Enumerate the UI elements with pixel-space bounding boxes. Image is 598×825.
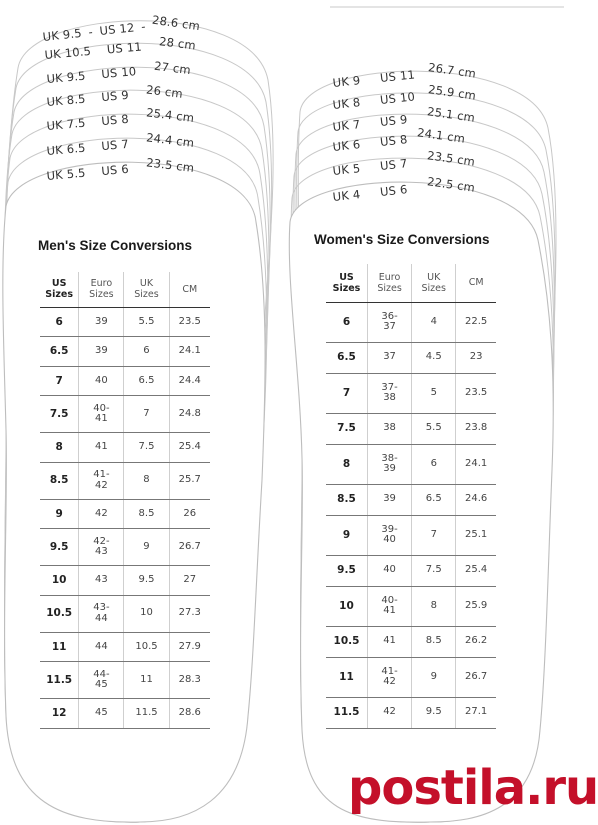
uk-label: UK 5 — [332, 161, 362, 178]
uk-size-cell: 9.5 — [124, 566, 169, 596]
euro-size-cell: 38 — [367, 413, 411, 444]
us-size-cell: 7.5 — [326, 413, 367, 444]
table-row — [40, 499, 210, 529]
cm-label: 26 cm — [145, 82, 185, 101]
us-size-cell: 11.5 — [40, 662, 79, 699]
us-label: US 11 — [106, 39, 143, 57]
table-row — [40, 396, 210, 433]
cm-label: 27 cm — [153, 58, 192, 78]
header-cm: CM — [169, 272, 210, 307]
table-row — [326, 342, 496, 373]
table-row — [40, 632, 210, 662]
us-size-cell: 10.5 — [40, 595, 79, 632]
us-label: US 6 — [379, 182, 409, 199]
table-row — [40, 662, 210, 699]
euro-size-cell: 44- 45 — [79, 662, 124, 699]
cm-cell: 27.9 — [169, 632, 210, 662]
cm-cell: 25.4 — [169, 433, 210, 463]
cm-label: 24.4 cm — [145, 130, 196, 151]
uk-label: UK 6 — [332, 137, 362, 154]
us-label: US 10 — [379, 89, 416, 107]
table-row — [40, 337, 210, 367]
euro-size-cell: 40- 41 — [367, 586, 411, 626]
us-size-cell: 7.5 — [40, 396, 79, 433]
us-size-cell: 11 — [326, 657, 367, 697]
us-label: US 7 — [379, 156, 409, 173]
uk-size-cell: 7 — [412, 515, 456, 555]
us-label: US 8 — [100, 111, 130, 129]
uk-size-cell: 8.5 — [412, 626, 456, 657]
table-header-row — [326, 264, 496, 302]
euro-size-cell: 39- 40 — [367, 515, 411, 555]
uk-label: UK 9.5 — [46, 68, 87, 86]
cm-label: 28 cm — [158, 34, 198, 53]
cm-cell: 26.7 — [169, 529, 210, 566]
uk-size-cell: 11.5 — [124, 699, 169, 729]
table-row — [326, 484, 496, 515]
mens-table-body — [40, 307, 210, 728]
uk-size-cell: 8.5 — [124, 499, 169, 529]
euro-size-cell: 41- 42 — [367, 657, 411, 697]
euro-size-cell: 44 — [79, 632, 124, 662]
euro-size-cell: 45 — [79, 699, 124, 729]
uk-size-cell: 7.5 — [412, 555, 456, 586]
uk-label: UK 8.5 — [46, 91, 87, 109]
table-row — [40, 307, 210, 337]
euro-size-cell: 41 — [367, 626, 411, 657]
us-size-cell: 10.5 — [326, 626, 367, 657]
cm-cell: 26 — [169, 499, 210, 529]
euro-size-cell: 40 — [367, 555, 411, 586]
cm-label: 23.5 cm — [145, 155, 196, 176]
euro-size-cell: 37- 38 — [367, 373, 411, 413]
euro-size-cell: 41- 42 — [79, 462, 124, 499]
watermark-logo: postila.ru — [348, 760, 598, 816]
us-size-cell: 7 — [326, 373, 367, 413]
cm-label: 23.5 cm — [426, 148, 476, 169]
euro-size-cell: 42 — [367, 697, 411, 728]
cm-label: 28.6 cm — [151, 12, 202, 34]
uk-label: UK 7.5 — [46, 115, 87, 133]
us-size-cell: 12 — [40, 699, 79, 729]
uk-label: UK 7 — [332, 117, 362, 134]
table-row — [326, 413, 496, 444]
us-size-cell: 9.5 — [40, 529, 79, 566]
euro-size-cell: 40- 41 — [79, 396, 124, 433]
uk-size-cell: 8 — [124, 462, 169, 499]
us-label: US 8 — [379, 132, 409, 149]
header-euro: Euro Sizes — [367, 264, 411, 302]
table-row — [40, 595, 210, 632]
us-size-cell: 11 — [40, 632, 79, 662]
us-label: US 6 — [100, 161, 130, 179]
cm-cell: 23.5 — [456, 373, 496, 413]
uk-label: UK 5.5 — [46, 165, 87, 183]
table-row — [40, 529, 210, 566]
us-label: US 9 — [379, 112, 409, 129]
cm-label: 25.9 cm — [427, 82, 478, 103]
us-size-cell: 8.5 — [326, 484, 367, 515]
cm-cell: 25.1 — [456, 515, 496, 555]
uk-label: UK 10.5 — [44, 43, 92, 62]
header-us: US Sizes — [326, 264, 367, 302]
us-size-cell: 9 — [326, 515, 367, 555]
us-size-cell: 8.5 — [40, 462, 79, 499]
uk-size-cell: 10.5 — [124, 632, 169, 662]
cm-label: 26.7 cm — [427, 60, 478, 81]
uk-size-cell: 10 — [124, 595, 169, 632]
cm-cell: 27.3 — [169, 595, 210, 632]
table-row — [326, 657, 496, 697]
us-size-cell: 9 — [40, 499, 79, 529]
uk-size-cell: 6 — [124, 337, 169, 367]
us-label: US 7 — [100, 136, 130, 154]
cm-cell: 24.1 — [169, 337, 210, 367]
cm-cell: 24.1 — [456, 444, 496, 484]
table-row — [40, 366, 210, 396]
us-label: US 10 — [100, 64, 137, 82]
uk-size-cell: 9 — [124, 529, 169, 566]
table-row — [326, 697, 496, 728]
uk-label: UK 6.5 — [46, 140, 87, 158]
table-row — [326, 586, 496, 626]
euro-size-cell: 39 — [79, 337, 124, 367]
us-size-cell: 6.5 — [40, 337, 79, 367]
cm-cell: 24.6 — [456, 484, 496, 515]
cm-cell: 25.9 — [456, 586, 496, 626]
mens-size-table — [40, 272, 210, 729]
cm-label: 24.1 cm — [416, 125, 467, 146]
uk-size-cell: 5 — [412, 373, 456, 413]
table-header-row — [40, 272, 210, 307]
uk-label: UK 4 — [332, 187, 362, 204]
euro-size-cell: 37 — [367, 342, 411, 373]
cm-cell: 23.5 — [169, 307, 210, 337]
womens-title: Women's Size Conversions — [314, 232, 490, 247]
cm-cell: 22.5 — [456, 302, 496, 342]
cm-cell: 24.4 — [169, 366, 210, 396]
cm-cell: 28.3 — [169, 662, 210, 699]
cm-cell: 27 — [169, 566, 210, 596]
cm-cell: 23.8 — [456, 413, 496, 444]
table-row — [326, 373, 496, 413]
cm-label: 25.1 cm — [426, 104, 476, 125]
euro-size-cell: 38- 39 — [367, 444, 411, 484]
table-row — [40, 566, 210, 596]
euro-size-cell: 42- 43 — [79, 529, 124, 566]
euro-size-cell: 43 — [79, 566, 124, 596]
uk-size-cell: 8 — [412, 586, 456, 626]
uk-size-cell: 6.5 — [124, 366, 169, 396]
header-cm: CM — [456, 264, 496, 302]
womens-table-body — [326, 302, 496, 728]
uk-size-cell: 7 — [124, 396, 169, 433]
header-us: US Sizes — [40, 272, 79, 307]
euro-size-cell: 39 — [79, 307, 124, 337]
uk-label: UK 9 — [332, 73, 362, 90]
euro-size-cell: 36- 37 — [367, 302, 411, 342]
womens-size-table — [326, 264, 496, 729]
cm-cell: 28.6 — [169, 699, 210, 729]
mens-title: Men's Size Conversions — [38, 238, 193, 253]
table-row — [326, 626, 496, 657]
us-size-cell: 6 — [326, 302, 367, 342]
uk-size-cell: 9 — [412, 657, 456, 697]
us-size-cell: 6.5 — [326, 342, 367, 373]
uk-size-cell: 5.5 — [412, 413, 456, 444]
uk-size-cell: 6 — [412, 444, 456, 484]
cm-cell: 25.7 — [169, 462, 210, 499]
us-size-cell: 7 — [40, 366, 79, 396]
us-size-cell: 10 — [40, 566, 79, 596]
uk-size-cell: 4.5 — [412, 342, 456, 373]
table-row — [40, 433, 210, 463]
euro-size-cell: 41 — [79, 433, 124, 463]
us-size-cell: 8 — [40, 433, 79, 463]
us-label: US 11 — [379, 67, 416, 85]
cm-label: 25.4 cm — [145, 105, 196, 126]
uk-size-cell: 4 — [412, 302, 456, 342]
euro-size-cell: 42 — [79, 499, 124, 529]
table-row — [326, 444, 496, 484]
us-label: US 12 — [98, 20, 136, 38]
uk-size-cell: 11 — [124, 662, 169, 699]
us-size-cell: 8 — [326, 444, 367, 484]
table-row — [40, 462, 210, 499]
us-label: US 9 — [100, 87, 130, 105]
euro-size-cell: 39 — [367, 484, 411, 515]
cm-cell: 23 — [456, 342, 496, 373]
table-row — [40, 699, 210, 729]
cm-cell: 24.8 — [169, 396, 210, 433]
table-row — [326, 515, 496, 555]
cm-cell: 26.7 — [456, 657, 496, 697]
uk-size-cell: 9.5 — [412, 697, 456, 728]
cm-cell: 26.2 — [456, 626, 496, 657]
us-size-cell: 9.5 — [326, 555, 367, 586]
us-size-cell: 10 — [326, 586, 367, 626]
uk-size-cell: 7.5 — [124, 433, 169, 463]
euro-size-cell: 40 — [79, 366, 124, 396]
dash: - — [87, 24, 94, 40]
header-euro: Euro Sizes — [79, 272, 124, 307]
uk-label: UK 9.5 — [42, 25, 83, 44]
cm-label: 22.5 cm — [426, 174, 476, 195]
uk-size-cell: 5.5 — [124, 307, 169, 337]
table-row — [326, 555, 496, 586]
header-uk: UK Sizes — [412, 264, 456, 302]
dash: - — [140, 19, 147, 34]
cm-cell: 27.1 — [456, 697, 496, 728]
us-size-cell: 11.5 — [326, 697, 367, 728]
uk-label: UK 8 — [332, 95, 362, 112]
euro-size-cell: 43- 44 — [79, 595, 124, 632]
uk-size-cell: 6.5 — [412, 484, 456, 515]
header-uk: UK Sizes — [124, 272, 169, 307]
us-size-cell: 6 — [40, 307, 79, 337]
table-row — [326, 302, 496, 342]
cm-cell: 25.4 — [456, 555, 496, 586]
